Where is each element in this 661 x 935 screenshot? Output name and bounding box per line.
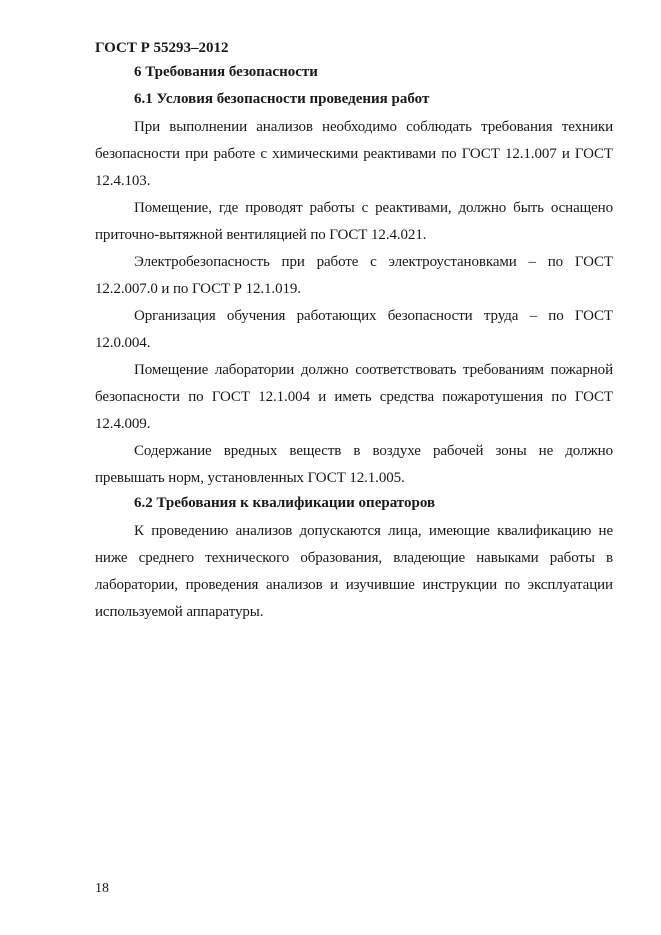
paragraph-harmful-substances: Содержание вредных веществ в воздухе рабочей зоны не должно превышать норм, установленных ГОСТ 12.1.005. xyxy=(95,443,613,486)
paragraph-fire-safety: Помещение лаборатории должно соответствовать требованиям пожарной безопасности по ГОСТ 12.1.004 и иметь средства пожаротушения по ГОСТ 12.4.009. xyxy=(95,362,613,432)
paragraph-operator-qualification: К проведению анализов допускаются лица, имеющие квалификацию не ниже среднего технического образования, владеющие навыками работы в лаборатории, проведения анализов и изучившие инструкции по эксплуатации используемой аппаратуры. xyxy=(95,523,613,620)
section-6-2-heading: 6.2 Требования к квалификации операторов xyxy=(134,495,436,511)
paragraph-safety-chemicals: При выполнении анализов необходимо соблюдать требования техники безопасности при работе с химическими реактивами по ГОСТ 12.1.007 и ГОСТ 12.4.103. xyxy=(95,119,613,189)
paragraph-ventilation: Помещение, где проводят работы с реактивами, должно быть оснащено приточно-вытяжной вентиляцией по ГОСТ 12.4.021. xyxy=(95,200,613,243)
document-body xyxy=(95,62,613,626)
section-6-1-heading: 6.1 Условия безопасности проведения работ xyxy=(134,91,430,107)
page-number: 18 xyxy=(95,881,109,896)
section-6-heading: 6 Требования безопасности xyxy=(134,64,318,80)
standard-code-header: ГОСТ Р 55293–2012 xyxy=(95,40,229,56)
paragraph-electrical-safety: Электробезопасность при работе с электроустановками – по ГОСТ 12.2.007.0 и по ГОСТ Р 12.1.019. xyxy=(95,254,613,297)
paragraph-safety-training: Организация обучения работающих безопасности труда – по ГОСТ 12.0.004. xyxy=(95,308,613,351)
